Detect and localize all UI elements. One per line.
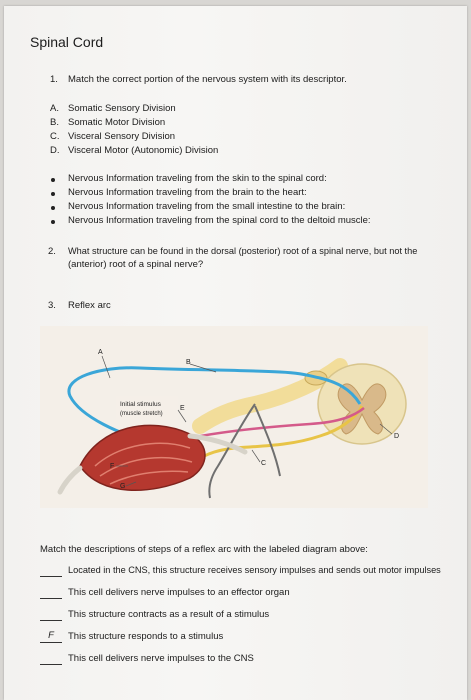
answer-blank-5[interactable] (40, 664, 62, 665)
q1-option-b: Somatic Motor Division (68, 117, 166, 128)
label-c: C (261, 460, 267, 467)
q1-descriptor-4: Nervous Information traveling from the spinal cord to the deltoid muscle: (68, 215, 371, 226)
q1-option-d: Visceral Motor (Autonomic) Division (68, 145, 219, 156)
reflex-arc-diagram (40, 326, 428, 508)
q1-number: 1. (50, 74, 58, 85)
q1-option-a: Somatic Sensory Division (68, 103, 176, 114)
match-item-5: This cell delivers nerve impulses to the CNS (68, 653, 254, 664)
match-instruction: Match the descriptions of steps of a reflex arc with the labeled diagram above: (40, 544, 368, 555)
page-title: Spinal Cord (30, 34, 104, 50)
label-f: F (110, 463, 115, 470)
answer-4: F (48, 630, 54, 641)
q1-option-a-letter: A. (50, 103, 59, 114)
q1-option-b-letter: B. (50, 117, 59, 128)
answer-blank-4[interactable] (40, 642, 62, 643)
stimulus-label: Initial stimulus (120, 401, 161, 408)
q2-text-line1: What structure can be found in the dorsal (posterior) root of a spinal nerve, but not the (68, 246, 418, 256)
match-item-2: This cell delivers nerve impulses to an effector organ (68, 587, 290, 598)
bullet-icon (51, 220, 55, 224)
answer-blank-2[interactable] (40, 598, 62, 599)
label-d: D (394, 433, 400, 440)
stimulus-label-sub: (muscle stretch) (120, 411, 163, 417)
answer-blank-1[interactable] (40, 576, 62, 577)
bullet-icon (51, 178, 55, 182)
answer-blank-3[interactable] (40, 620, 62, 621)
q1-descriptor-2: Nervous Information traveling from the brain to the heart: (68, 187, 307, 198)
label-g: G (120, 483, 126, 490)
q1-option-c: Visceral Sensory Division (68, 131, 176, 142)
label-e: E (180, 405, 185, 412)
q2-number: 2. (48, 246, 56, 257)
q1-text: Match the correct portion of the nervous system with its descriptor. (68, 74, 347, 85)
label-a: A (98, 349, 103, 356)
match-item-4: This structure responds to a stimulus (68, 631, 224, 642)
q3-number: 3. (48, 300, 56, 311)
q1-descriptor-1: Nervous Information traveling from the skin to the spinal cord: (68, 173, 327, 184)
q3-text: Reflex arc (68, 300, 111, 311)
q2-text-line2: (anterior) root of a spinal nerve? (68, 259, 204, 270)
q1-option-c-letter: C. (50, 131, 60, 142)
bullet-icon (51, 206, 55, 210)
bullet-icon (51, 192, 55, 196)
worksheet-page (4, 6, 467, 700)
q1-option-d-letter: D. (50, 145, 60, 156)
match-item-3: This structure contracts as a result of a stimulus (68, 609, 270, 620)
q1-descriptor-3: Nervous Information traveling from the small intestine to the brain: (68, 201, 346, 212)
label-b: B (186, 359, 191, 366)
match-item-1: Located in the CNS, this structure receives sensory impulses and sends out motor impulses (68, 565, 441, 575)
